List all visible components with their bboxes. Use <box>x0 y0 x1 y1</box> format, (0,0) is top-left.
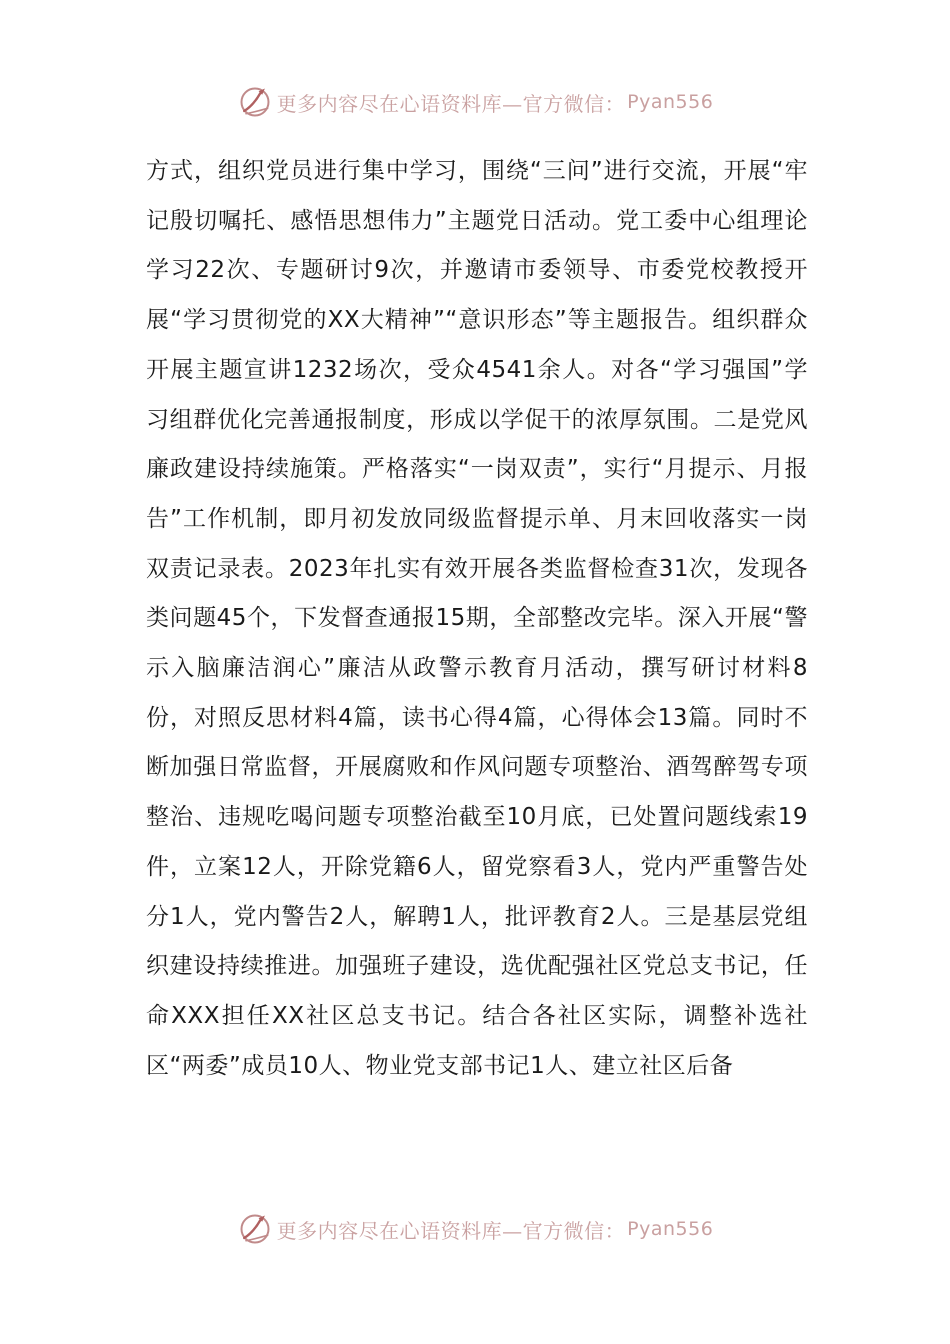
watermark-text: 更多内容尽在心语资料库—官方微信： <box>276 1218 626 1243</box>
pen-circle-logo-icon <box>237 84 273 120</box>
watermark-wechat-id: Pyan556 <box>627 91 714 113</box>
watermark-wechat-id: Pyan556 <box>627 1218 714 1240</box>
footer-watermark <box>0 1209 950 1249</box>
header-watermark <box>0 82 950 122</box>
pen-circle-logo-icon <box>237 1211 273 1247</box>
watermark-text: 更多内容尽在心语资料库—官方微信： <box>276 91 626 116</box>
body-paragraph: 方式，组织党员进行集中学习，围绕“三问”进行交流，开展“牢记殷切嘱托、感悟思想伟力”主题党日活动。党工委中心组理论学习22次、专题研讨9次，并邀请市委领导、市委党校教授开展“学习贯彻党的XX大精神”“意识形态”等主题报告。组织群众开展主题宣讲1232场次，受众4541余人。对各“学习强国”学习组群优化完善通报制度，形成以学促干的浓厚氛围。二是党风廉政建设持续施策。严格落实“一岗双责”，实行“月提示、月报告”工作机制，即月初发放同级监督提示单、月末回收落实一岗双责记录表。2023年扎实有效开展各类监督检查31次，发现各类问题45个，下发督查通报15期，全部整改完毕。深入开展“警示入脑廉洁润心”廉洁从政警示教育月活动，撰写研讨材料8份，对照反思材料4篇，读书心得4篇，心得体会13篇。同时不断加强日常监督，开展腐败和作风问题专项整治、酒驾醉驾专项整治、违规吃喝问题专项整治截至10月底，已处置问题线索19件，立案12人，开除党籍6人，留党察看3人，党内严重警告处分1人，党内警告2人，解聘1人，批评教育2人。三是基层党组织建设持续推进。加强班子建设，选优配强社区党总支书记，任命XXX担任XX社区总支书记。结合各社区实际，调整补选社区“两委”成员10人、物业党支部书记1人、建立社区后备 <box>146 158 808 1079</box>
